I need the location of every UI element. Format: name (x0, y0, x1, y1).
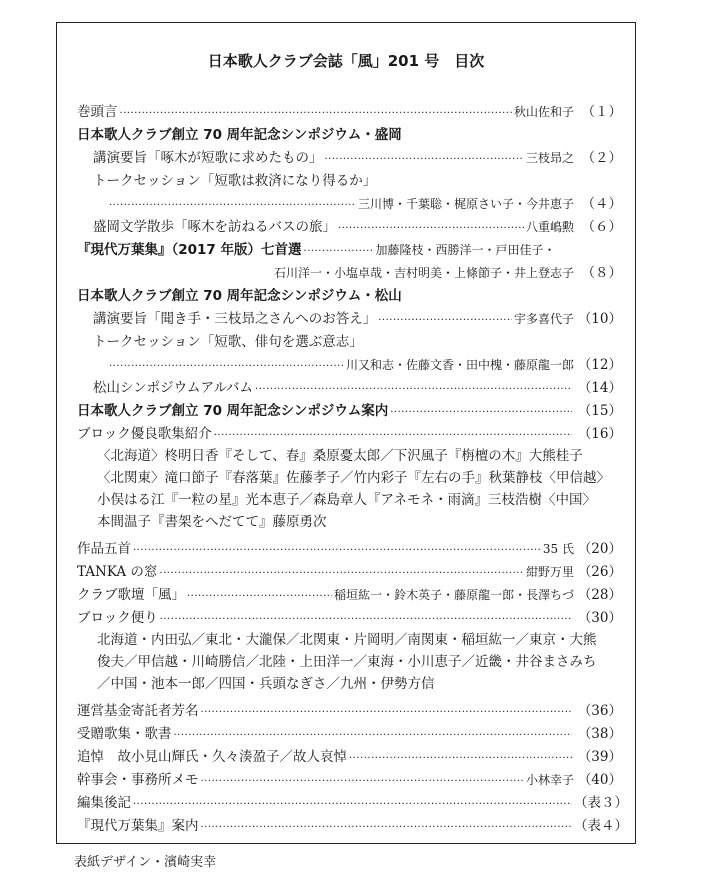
entry-label: ブロック便り (77, 610, 158, 626)
toc-entry-morioka-lecture (77, 146, 622, 169)
entry-label: 編集後記 (77, 795, 131, 811)
entry-page: （40） (577, 772, 622, 788)
entry-label: 作品五首 (77, 541, 131, 557)
dot-leader (159, 564, 524, 580)
dot-leader (214, 426, 572, 442)
dot-leader (201, 772, 524, 788)
entry-author: 宇多喜代子 (513, 312, 574, 326)
toc-entry-matsuyama-lecture (77, 307, 622, 330)
toc-entry-club (77, 583, 622, 606)
dot-leader (109, 357, 344, 373)
entry-author: 加藤隆枝・西勝洋一・戸田佳子・ (375, 243, 556, 257)
toc-entry-tanka (77, 560, 622, 583)
dot-leader (120, 104, 512, 120)
dot-leader (109, 196, 356, 212)
entry-page: （39） (577, 749, 622, 765)
entry-label: 『現代万葉集』（2017 年版）七首選 (77, 242, 302, 258)
toc-entry-gendai (77, 814, 628, 837)
entry-page: （１） (581, 104, 622, 120)
toc-entry-morioka-talk (77, 192, 622, 215)
dot-leader (201, 818, 573, 834)
entry-page: （38） (577, 726, 622, 742)
entry-page: （表４） (574, 818, 628, 834)
entry-page: （20） (577, 541, 622, 557)
dot-leader (378, 311, 512, 327)
entry-author: 八重嶋勲 (525, 220, 574, 234)
cover-design-credit: 表紙デザイン・濱崎実幸 (74, 855, 217, 870)
toc-entry-block-kashu (77, 422, 622, 445)
toc-entry-kanji (77, 768, 622, 791)
dot-leader (338, 219, 524, 235)
entry-page: （表３） (574, 795, 628, 811)
entry-page: （８） (581, 265, 622, 281)
toc-entry-tsuito (77, 745, 622, 768)
block-kashu-list: 〈北海道〉柊明日香『そして、春』桑原憂太郎／下沢風子『栴檀の木』大熊桂子〈北関東〉滝口節子『春落葉』佐藤孝子／竹内彩子『左右の手』秋葉静枝〈甲信越〉小俣はる江『一粒の星』光本恵子／森島章人『アネモネ・雨滴』三枝浩樹〈中国〉本間温子『書架をへだてて』藤原勇次 (97, 448, 604, 530)
toc-entry-henshu (77, 791, 628, 814)
toc-entry-annai (77, 399, 622, 422)
dot-leader (160, 610, 572, 626)
entry-label: トークセッション「短歌は救済になり得るか」 (93, 173, 377, 189)
table-of-contents (77, 100, 628, 837)
section-heading-morioka: 日本歌人クラブ創立 70 周年記念シンポジウム・盛岡 (77, 127, 402, 143)
entry-label: 盛岡文学散歩「啄木を訪ねるバスの旅」 (93, 219, 336, 235)
entry-page: （28） (577, 587, 622, 603)
entry-label: 講演要旨「啄木が短歌に求めたもの」 (93, 150, 323, 166)
entry-page: （26） (577, 564, 622, 580)
entry-label: 運営基金寄託者芳名 (77, 703, 199, 719)
entry-page: （15） (577, 403, 622, 419)
entry-label: 日本歌人クラブ創立 70 周年記念シンポジウム案内 (77, 403, 389, 419)
entry-page: （36） (577, 703, 622, 719)
entry-author: 三川博・千葉聡・梶原さい子・今井恵子 (357, 197, 574, 211)
entry-author: 石川洋一・小塩卓哉・吉村明美・上條節子・井上登志子 (273, 266, 574, 280)
entry-author: 秋山佐和子 (513, 105, 574, 119)
toc-entry-jyuzo (77, 722, 622, 745)
toc-entry-matsuyama-album (77, 376, 622, 399)
entry-label: 巻頭言 (77, 104, 118, 120)
entry-author: 35 氏 (542, 542, 574, 556)
toc-entry-block-tayori (77, 606, 622, 629)
section-heading-matsuyama: 日本歌人クラブ創立 70 周年記念シンポジウム・松山 (77, 288, 402, 304)
entry-author: 紺野万里 (525, 565, 574, 579)
entry-author: 三枝昻之 (525, 151, 574, 165)
entry-author: 小林幸子 (525, 773, 574, 787)
dot-leader (390, 403, 572, 419)
dot-leader (304, 242, 374, 258)
block-tayori-list: 北海道・内田弘／東北・大瀧保／北関東・片岡明／南関東・稲垣紘一／東京・大熊俊夫／甲信越・川崎勝信／北陸・上田洋一／東海・小川恵子／近畿・井谷まさみち／中国・池本一郎／四国・兵頭なぎさ／九州・伊勢方信 (97, 632, 597, 692)
toc-entry-matsuyama-talk (77, 353, 622, 376)
entry-label: 追悼 故小見山輝氏・久々湊盈子／故人哀悼 (77, 749, 347, 765)
entry-page: （４） (581, 196, 622, 212)
entry-label: クラブ歌壇「風」 (77, 587, 185, 603)
entry-page: （14） (577, 380, 622, 396)
toc-entry-morioka-walk (77, 215, 622, 238)
toc-entry-matsuyama-talk-label (77, 330, 622, 353)
entry-label: 講演要旨「聞き手・三枝昻之さんへのお答え」 (93, 311, 377, 327)
entry-label: ブロック優良歌集紹介 (77, 426, 212, 442)
toc-entry-manyo (77, 238, 622, 261)
dot-leader (349, 749, 572, 765)
entry-author: 川又和志・佐藤文香・田中槐・藤原龍一郎 (345, 358, 574, 372)
entry-page: （12） (577, 357, 622, 373)
entry-label: 受贈歌集・歌書 (77, 726, 172, 742)
entry-page: （30） (577, 610, 622, 626)
dot-leader (187, 587, 332, 603)
dot-leader (133, 795, 572, 811)
toc-entry-morioka-talk-label (77, 169, 622, 192)
dot-leader (325, 150, 524, 166)
toc-entry-kantogen (77, 100, 622, 123)
dot-leader (133, 541, 541, 557)
entry-page: （６） (581, 219, 622, 235)
entry-page: （２） (581, 150, 622, 166)
page-title: 日本歌人クラブ会誌「風」201 号 目次 (207, 52, 485, 70)
entry-author: 稲垣紘一・鈴木英子・藤原龍一郎・長澤ちづ (334, 588, 574, 602)
toc-frame (56, 22, 636, 844)
entry-page: （16） (577, 426, 622, 442)
toc-entry-sakuhin (77, 537, 622, 560)
dot-leader (255, 380, 572, 396)
dot-leader (174, 726, 573, 742)
entry-label: トークセッション「短歌、俳句を選ぶ意志」 (93, 334, 363, 350)
toc-entry-manyo-cont (77, 261, 622, 284)
entry-label: 松山シンポジウムアルバム (93, 380, 254, 396)
entry-label: 『現代万葉集』案内 (77, 818, 199, 834)
toc-entry-kikin (77, 699, 622, 722)
entry-label: TANKA の窓 (77, 564, 158, 580)
entry-label: 幹事会・事務所メモ (77, 772, 199, 788)
dot-leader (201, 703, 573, 719)
entry-page: （10） (577, 311, 622, 327)
